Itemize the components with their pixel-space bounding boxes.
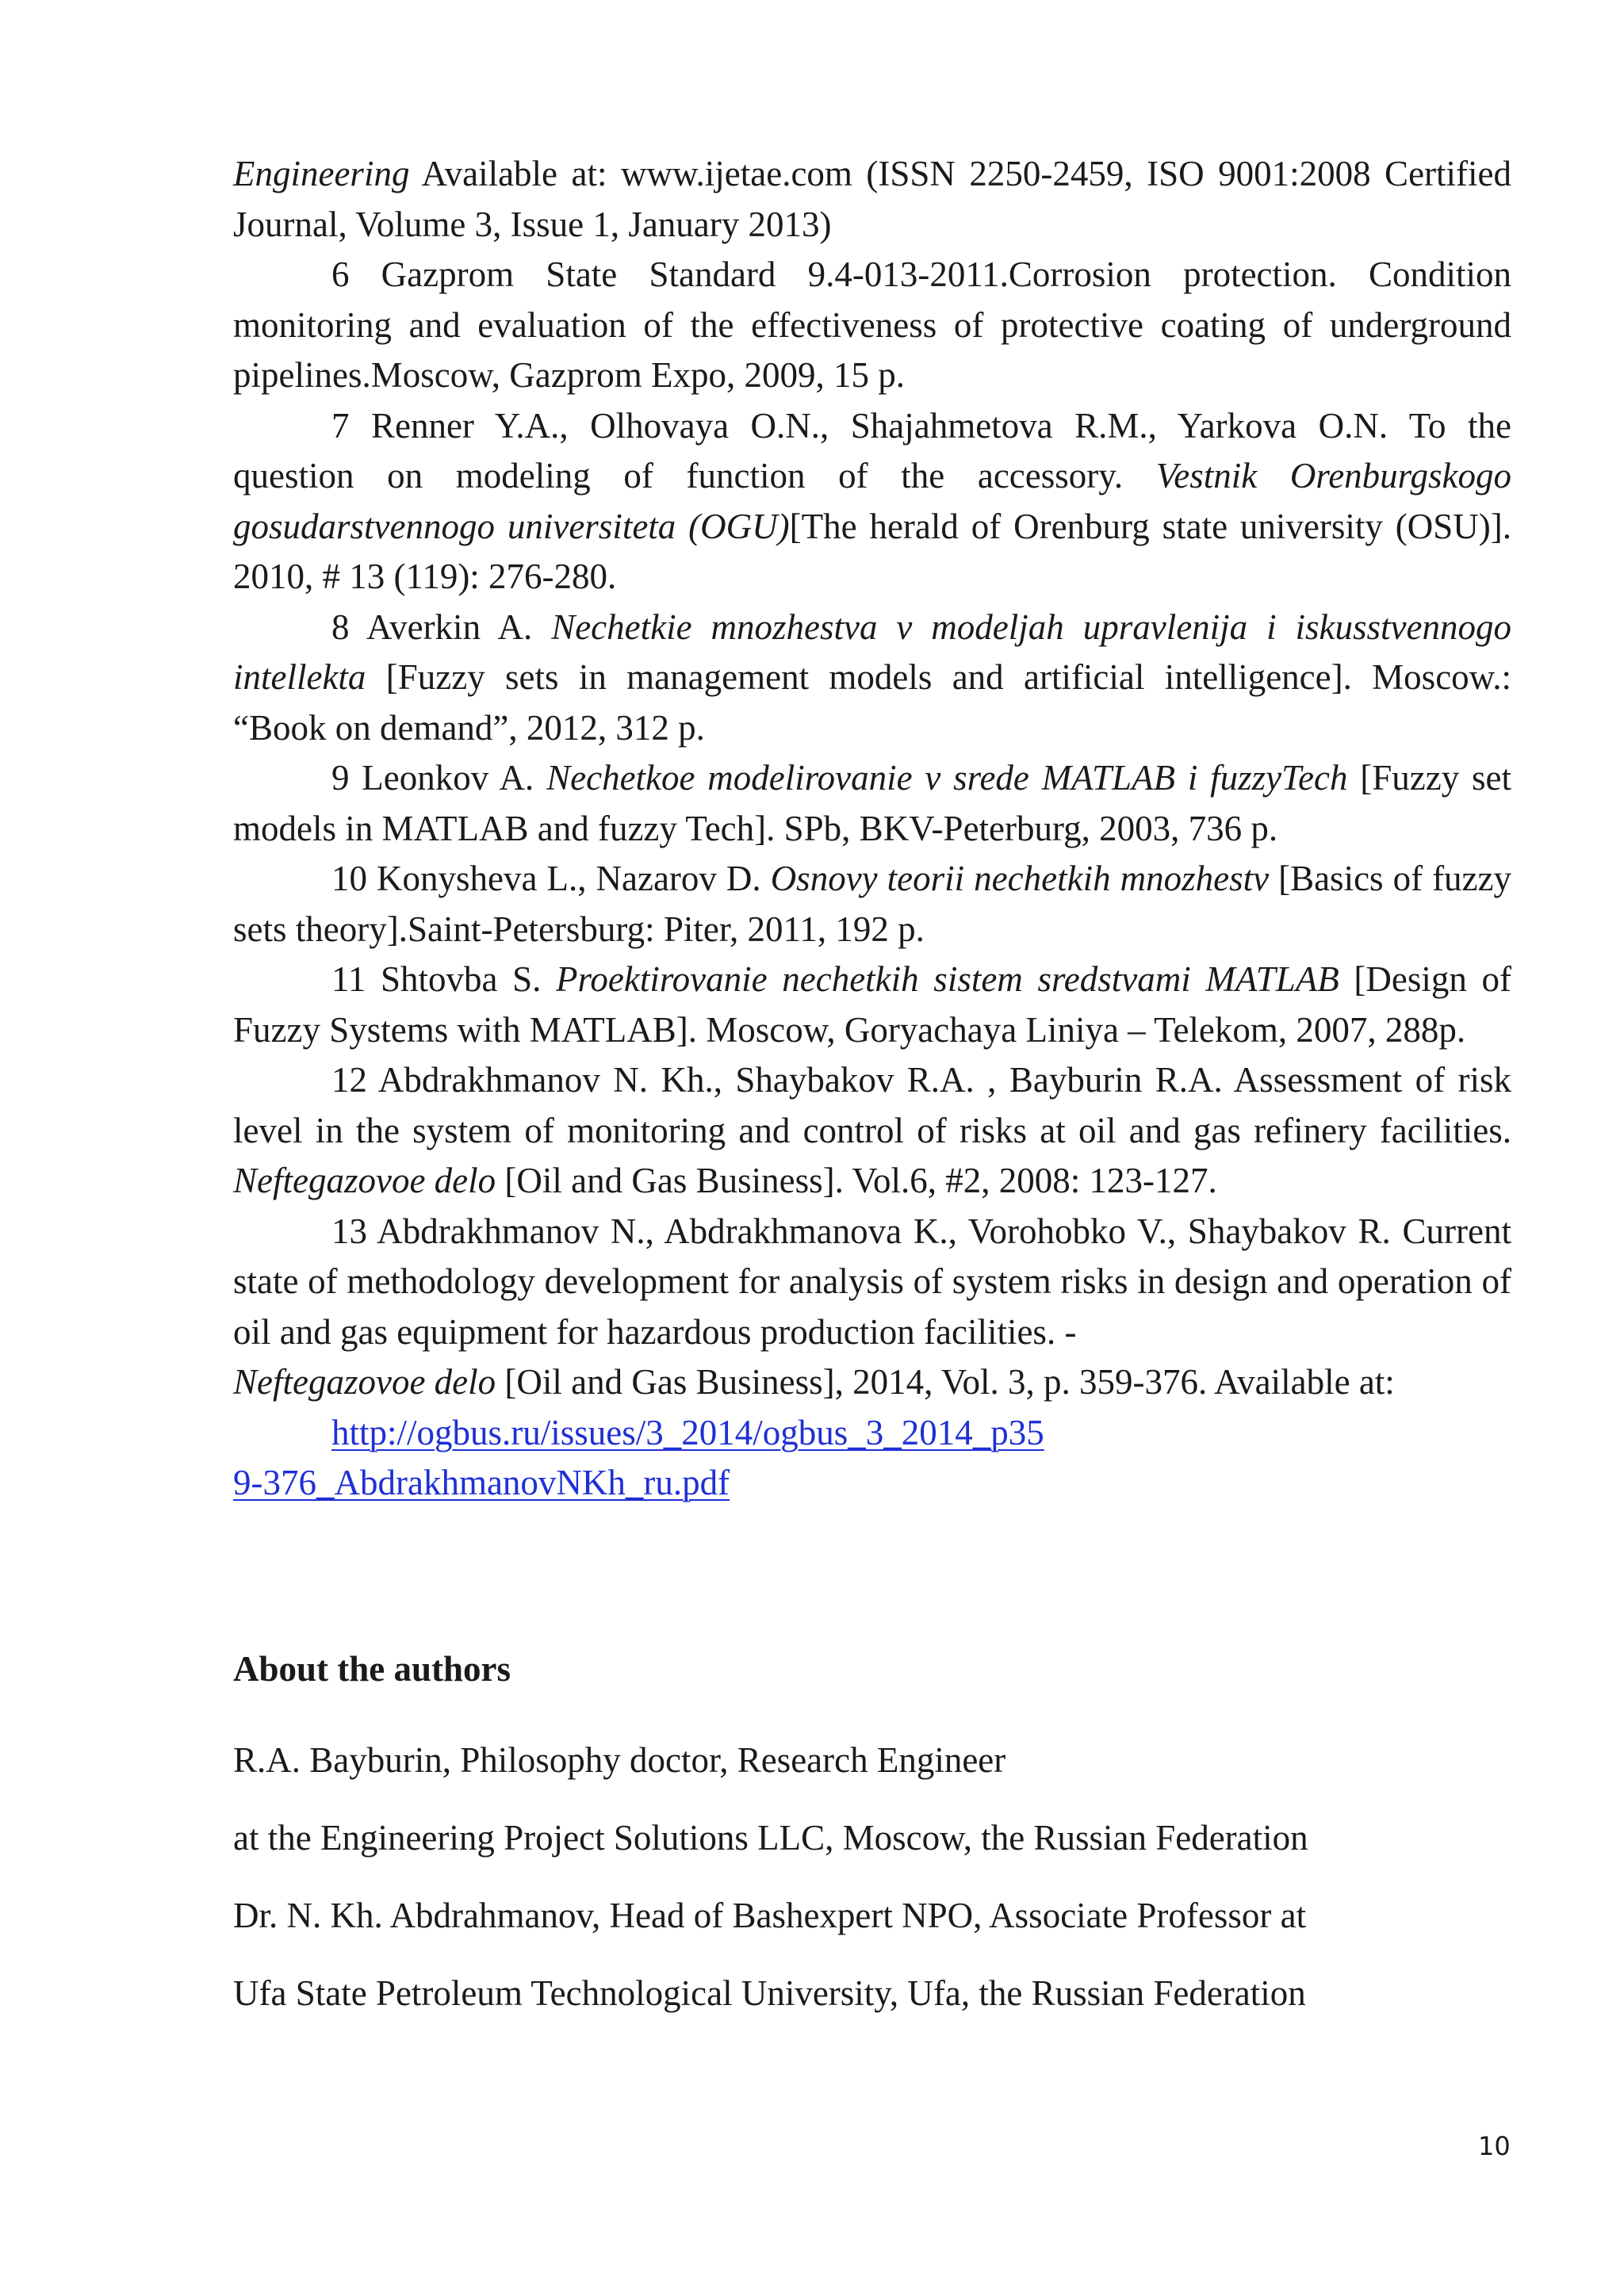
about-authors-section — [233, 1645, 1511, 2032]
reference-text: 9 Leonkov A. — [331, 758, 547, 798]
journal-title-italic: Engineering — [233, 154, 410, 193]
author-line: at the Engineering Project Solutions LLC, Moscow, the Russian Federation — [233, 1818, 1308, 1858]
book-title-italic: Osnovy teorii nechetkih mnozhestv — [770, 859, 1270, 898]
journal-title-italic: Vestnik Orenburgskogo gosudarstvennogo universiteta (OGU) — [233, 456, 1511, 546]
reference-13 — [233, 1207, 1511, 1509]
reference-text: 8 Averkin A. — [331, 607, 552, 647]
author-line: Dr. N. Kh. Abdrahmanov, Head of Bashexpert NPO, Associate Professor at — [233, 1896, 1307, 1935]
reference-text: [Design of Fuzzy Systems with MATLAB]. Moscow, Goryachaya Liniya – Telekom, 2007, 288p. — [233, 959, 1511, 1050]
reference-10 — [233, 854, 1511, 955]
reference-link[interactable]: http://ogbus.ru/issues/3_2014/ogbus_3_2014_p359-376_AbdrakhmanovNKh_ru.pdf — [233, 1412, 1044, 1502]
reference-text: 10 Konysheva L., Nazarov D. — [331, 859, 771, 898]
author-line: R.A. Bayburin, Philosophy doctor, Research Engineer — [233, 1740, 1006, 1780]
reference-12 — [233, 1055, 1511, 1207]
book-title-italic: Nechetkie mnozhestva v modeljah upravlenija i iskusstvennogo intellekta — [233, 607, 1511, 697]
book-title-italic: Nechetkoe modelirovanie v srede MATLAB i fuzzyTech — [546, 758, 1348, 798]
reference-9 — [233, 753, 1511, 854]
reference-text: Available at: www.ijetae.com (ISSN 2250-2459, ISO 9001:2008 Certified Journal, Volume 3, Issue 1, January 2013) — [233, 154, 1511, 244]
journal-title-italic: Neftegazovoe delo — [233, 1362, 496, 1402]
references-section — [233, 149, 1511, 1509]
reference-text: [Fuzzy set models in MATLAB and fuzzy Tech]. SPb, BKV-Peterburg, 2003, 736 p. — [233, 758, 1511, 848]
section-heading: About the authors — [233, 1649, 511, 1689]
reference-text: 11 Shtovba S. — [331, 959, 557, 999]
reference-text: 7 Renner Y.A., Olhovaya O.N., Shajahmetova R.M., Yarkova O.N. To the question on modeling of function of the accessory. — [233, 405, 1511, 496]
reference-text: [Oil and Gas Business]. Vol.6, #2, 2008: 123-127. — [496, 1161, 1217, 1200]
reference-text: 12 Abdrakhmanov N. Kh., Shaybakov R.A. , Bayburin R.A. Assessment of risk level in the system of monitoring and control of risks at oil and gas refinery facilities. — [233, 1060, 1511, 1150]
reference-continuation — [233, 149, 1511, 250]
author-line: Ufa State Petroleum Technological University, Ufa, the Russian Federation — [233, 1973, 1306, 2013]
reference-text: [The herald of Orenburg state university (OSU)]. 2010, # 13 (119): 276-280. — [233, 506, 1511, 596]
reference-7 — [233, 401, 1511, 603]
reference-text: [Fuzzy sets in management models and artificial intelligence]. Moscow.: “Book on demand”, 2012, 312 p. — [233, 657, 1511, 748]
page-number: 10 — [1478, 2131, 1511, 2161]
reference-text: [Basics of fuzzy sets theory].Saint-Petersburg: Piter, 2011, 192 p. — [233, 859, 1512, 949]
reference-text: [Oil and Gas Business], 2014, Vol. 3, p. 359-376. Available at: — [496, 1362, 1395, 1402]
reference-8 — [233, 603, 1511, 754]
reference-text: 13 Abdrakhmanov N., Abdrakhmanova K., Vorohobko V., Shaybakov R. Current state of methodology development for analysis of system risks in design and operation of oil and gas equipment for hazardous production facilities. - — [233, 1211, 1511, 1352]
reference-6 — [233, 250, 1511, 401]
reference-text: 6 Gazprom State Standard 9.4-013-2011.Corrosion protection. Condition monitoring and evaluation of the effectiveness of protective coating of underground pipelines.Moscow, Gazprom Expo, 2009, 15 p. — [233, 254, 1511, 395]
book-title-italic: Proektirovanie nechetkih sistem sredstvami MATLAB — [556, 959, 1339, 999]
reference-11 — [233, 955, 1511, 1055]
journal-title-italic: Neftegazovoe delo — [233, 1161, 496, 1200]
